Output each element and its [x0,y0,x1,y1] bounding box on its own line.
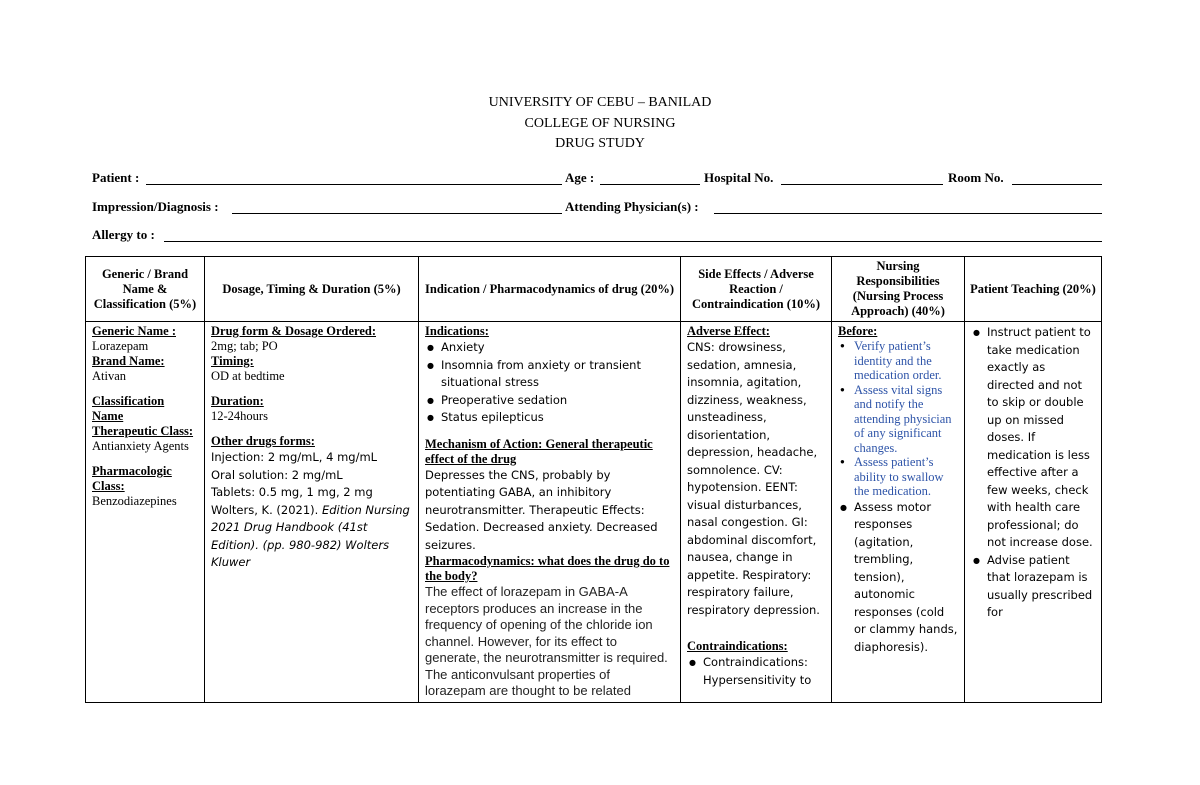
injection-value: Injection: 2 mg/mL, 4 mg/mL [211,450,378,464]
indications-list [425,339,674,427]
contraindications-list [687,654,825,689]
adverse-effect-text: CNS: drowsiness, sedation, amnesia, insomnia, agitation, dizziness, weakness, unsteadiness, disorientation, depression, headache, somnolence. CV: hypotension. EENT: visual disturbances, nasal congestion. GI: abdominal discomfort, nausea, change in appetite. Respiratory: respiratory failure, respiratory depression. [687,340,820,617]
timing-value: OD at bedtime [211,369,285,383]
table-header-row [86,257,1102,322]
reference-author: Wolters, K. (2021). [211,502,319,517]
physician-field[interactable] [714,213,1102,214]
pharmacologic-class-value: Benzodiazepines [92,494,177,508]
adverse-effect-label: Adverse Effect: [687,324,770,338]
brand-name-value: Ativan [92,369,127,383]
oral-value: Oral solution: 2 mg/mL [211,467,343,482]
age-field[interactable] [600,184,700,185]
generic-name-value: Lorazepam [92,339,149,353]
list-item: ● Verify patient’s identity and the medication order. [854,339,958,383]
therapeutic-class-label: Therapeutic Class: [92,424,194,438]
duration-value: 12-24hours [211,409,268,423]
allergy-field[interactable] [164,241,1102,242]
college-name: COLLEGE OF NURSING [524,116,676,131]
tablets-value: Tablets: 0.5 mg, 1 mg, 2 mg [211,485,373,499]
generic-name-label: Generic Name : [92,324,176,338]
room-no-label: Room No. [948,170,1004,185]
list-item: ● Preoperative sedation [441,392,674,410]
dosage-cell [205,322,419,703]
list-item: ● Advise patient that lorazepam is usually prescribed for [987,552,1095,622]
physician-label: Attending Physician(s) : [565,199,699,214]
duration-label: Duration: [211,394,264,408]
patient-label: Patient : [92,170,140,185]
age-label: Age : [565,170,595,185]
teaching-list [971,324,1095,622]
contraindications-label: Contraindications: [687,639,788,653]
mechanism-text: Depresses the CNS, probably by potentiating GABA, an inhibitory neurotransmitter. Therapeutic Effects: Sedation. Decreased anxiety. Decreased seizures. [425,467,658,552]
allergy-label: Allergy to : [92,227,155,242]
drug-study-table [85,256,1102,703]
side-effects-cell [681,322,832,703]
brand-name-label: Brand Name: [92,354,165,368]
list-item: ● Assess vital signs and notify the attending physician of any significant changes. [854,383,958,456]
pharmacologic-class-label: Pharmacologic Class: [92,464,172,493]
list-item: ● Anxiety [441,339,674,357]
university-name: UNIVERSITY OF CEBU – BANILAD [488,95,712,110]
table-row [86,322,1102,703]
hospital-no-label: Hospital No. [704,170,774,185]
nursing-responsibilities-cell [832,322,965,703]
list-item: ● Instruct patient to take medication exactly as directed and not to skip or double up on missed doses. If medication is less effective after a few weeks, check with health care professional; do not increase dose. [987,324,1095,552]
classification-label: Classification Name [92,394,165,423]
indications-label: Indications: [425,324,489,338]
drug-form-label: Drug form & Dosage Ordered: [211,324,377,338]
room-no-field[interactable] [1012,184,1102,185]
list-item: ● Insomnia from anxiety or transient situational stress [441,357,674,392]
hospital-no-field[interactable] [781,184,943,185]
column-header: Side Effects / Adverse Reaction / Contraindication (10%) [681,257,832,322]
indication-cell [419,322,681,703]
timing-label: Timing: [211,354,254,368]
therapeutic-class-value: Antianxiety Agents [92,439,189,453]
column-header: Nursing Responsibilities (Nursing Process Approach) (40%) [832,257,965,322]
list-item: ● Status epilepticus [441,409,674,427]
drug-form-value: 2mg; tab; PO [211,339,278,353]
column-header: Dosage, Timing & Duration (5%) [205,257,419,322]
list-item: ● Contraindications: Hypersensitivity to [703,654,825,689]
patient-field[interactable] [146,184,562,185]
document-title: DRUG STUDY [555,136,645,151]
column-header: Indication / Pharmacodynamics of drug (20%) [419,257,681,322]
mechanism-label: Mechanism of Action: General therapeutic effect of the drug [425,436,653,466]
pharmacodynamics-text: The effect of lorazepam in GABA-A receptors produces an increase in the frequency of opening of the chloride ion channel. However, for its effect to generate, the neurotransmitter is required. The anticonvulsant properties of lorazepam are thought to be related [425,584,668,698]
generic-brand-cell [86,322,205,703]
column-header: Generic / Brand Name & Classification (5%) [86,257,205,322]
impression-field[interactable] [232,213,562,214]
reference-title: Edition Nursing 2021 Drug Handbook (41st Edition). (pp. 980-982) Wolters Kluwer [211,502,410,569]
column-header: Patient Teaching (20%) [965,257,1102,322]
before-list [838,339,958,656]
pharmacodynamics-label: Pharmacodynamics: what does the drug do to the body? [425,554,670,583]
patient-teaching-cell [965,322,1102,703]
impression-label: Impression/Diagnosis : [92,199,219,214]
other-forms-label: Other drugs forms: [211,434,315,448]
list-item: ● Assess motor responses (agitation, trembling, tension), autonomic responses (cold or clammy hands, diaphoresis). [854,499,958,657]
reference [211,502,412,572]
list-item: ● Assess patient’s ability to swallow the medication. [854,455,958,499]
before-label: Before: [838,324,878,338]
